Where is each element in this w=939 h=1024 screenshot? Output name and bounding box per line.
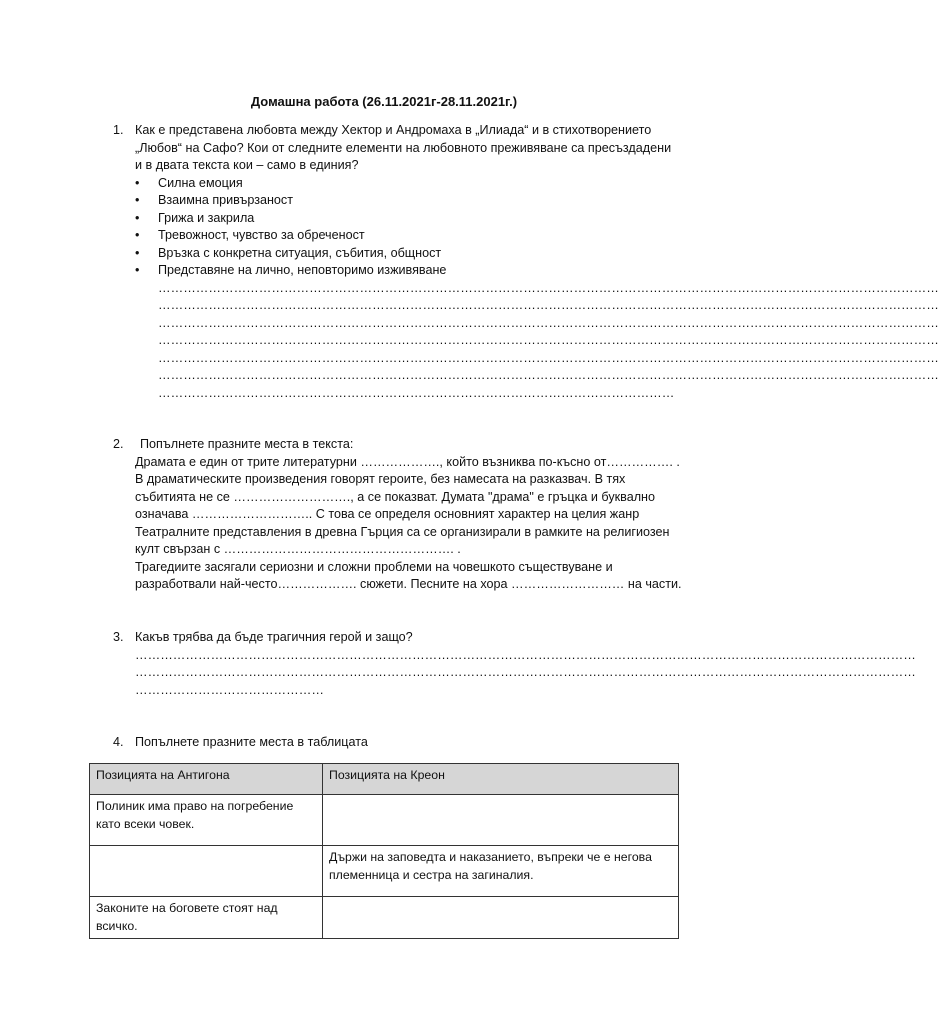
table-row (90, 897, 679, 939)
question-4 (113, 734, 693, 752)
list-item: • Грижа и закрила (113, 210, 693, 228)
answer-line[interactable]: …………………………………………………………………………………………………………………………………………………………………… (158, 315, 939, 330)
list-item: • Представяне на лично, неповторимо изживяване (113, 262, 693, 280)
question-heading: Попълнете празните места в текста: (140, 437, 354, 451)
question-number: 2. (113, 437, 124, 451)
table-header-creon: Позицията на Креон (323, 764, 679, 795)
fill-text-line[interactable]: Драмата е един от трите литературни ………………., който възниква по-късно от……………. . (135, 454, 680, 469)
answer-line[interactable]: …………………………………………………………………………………………………………………………………………………………………… (135, 647, 916, 662)
question-3 (113, 629, 916, 699)
answer-line[interactable]: …………………………………………………………………………………………………………………………………………………………………… (158, 333, 939, 347)
fill-text-line[interactable]: означава ……………………….. С това се определя основният характер на целия жанр (135, 507, 640, 521)
fill-text-line: Трагедиите засягали сериозни и сложни проблеми на човешкото съществуване и (135, 559, 613, 574)
list-item: • Тревожност, чувство за обреченост (113, 227, 693, 245)
answer-line[interactable]: …………………………………………………………………………………………………………………………………………………………………… (158, 368, 939, 382)
answer-line[interactable]: …………………………………………………………………………………………………………… (158, 385, 675, 400)
question-text-line: и в двата текста кои – само в единия? (135, 158, 359, 172)
answer-line[interactable]: ……………………………………… (135, 682, 324, 697)
fill-text-line: В драматическите произведения говорят героите, без намесата на разказвач. В тях (135, 472, 626, 486)
list-item: • Силна емоция (113, 175, 693, 193)
question-number: 4. (113, 735, 124, 749)
table-cell: Полиник има право на погребение като всеки човек. (90, 795, 323, 846)
table-header-antigone: Позицията на Антигона (90, 764, 323, 795)
question-1 (113, 122, 939, 402)
answer-line[interactable]: …………………………………………………………………………………………………………………………………………………………………… (158, 350, 939, 365)
fill-text-line[interactable]: култ свързан с ………………………………………………. . (135, 542, 461, 556)
question-2 (113, 436, 693, 594)
table-cell: Държи на заповедта и наказанието, въпреки че е негова племенница и сестра на загиналия. (323, 846, 679, 897)
positions-table (89, 763, 679, 939)
table-cell-empty[interactable] (323, 897, 679, 939)
table-cell-empty[interactable] (90, 846, 323, 897)
question-number: 3. (113, 630, 124, 644)
fill-text-line[interactable]: събитията не се ………………………., а се показват. Думата "драма" е гръцка и буквално (135, 489, 656, 504)
question-text-line: Как е представена любовта между Хектор и Андромаха в „Илиада“ и в стихотворението (135, 123, 652, 137)
question-number: 1. (113, 123, 124, 137)
question-text-line: „Любов“ на Сафо? Кои от следните елементи на любовното преживяване са пресъздадени (135, 140, 672, 155)
question-heading: Попълнете празните места в таблицата (135, 735, 368, 749)
list-item: • Взаимна привързаност (113, 192, 693, 210)
answer-line[interactable]: …………………………………………………………………………………………………………………………………………………………………… (135, 665, 916, 679)
fill-text-line: Театралните представления в древна Гърция са се организирали в рамките на религиозен (135, 524, 670, 539)
fill-text-line[interactable]: разработвали най-често………………. сюжети. Песните на хора ……………………… на части. (135, 577, 682, 591)
question-heading: Какъв трябва да бъде трагичния герой и защо? (135, 630, 413, 644)
table-cell-empty[interactable] (323, 795, 679, 846)
page-title: Домашна работа (26.11.2021г-28.11.2021г.) (250, 94, 518, 109)
table-cell: Законите на боговете стоят над всичко. (90, 897, 323, 939)
element-list (113, 175, 693, 280)
table-row (90, 846, 679, 897)
table-row (90, 795, 679, 846)
answer-line[interactable]: …………………………………………………………………………………………………………………………………………………………………… (158, 280, 939, 295)
answer-area[interactable] (158, 280, 939, 403)
answer-line[interactable]: …………………………………………………………………………………………………………………………………………………………………… (158, 298, 939, 312)
list-item: • Връзка с конкретна ситуация, събития, общност (113, 245, 693, 263)
